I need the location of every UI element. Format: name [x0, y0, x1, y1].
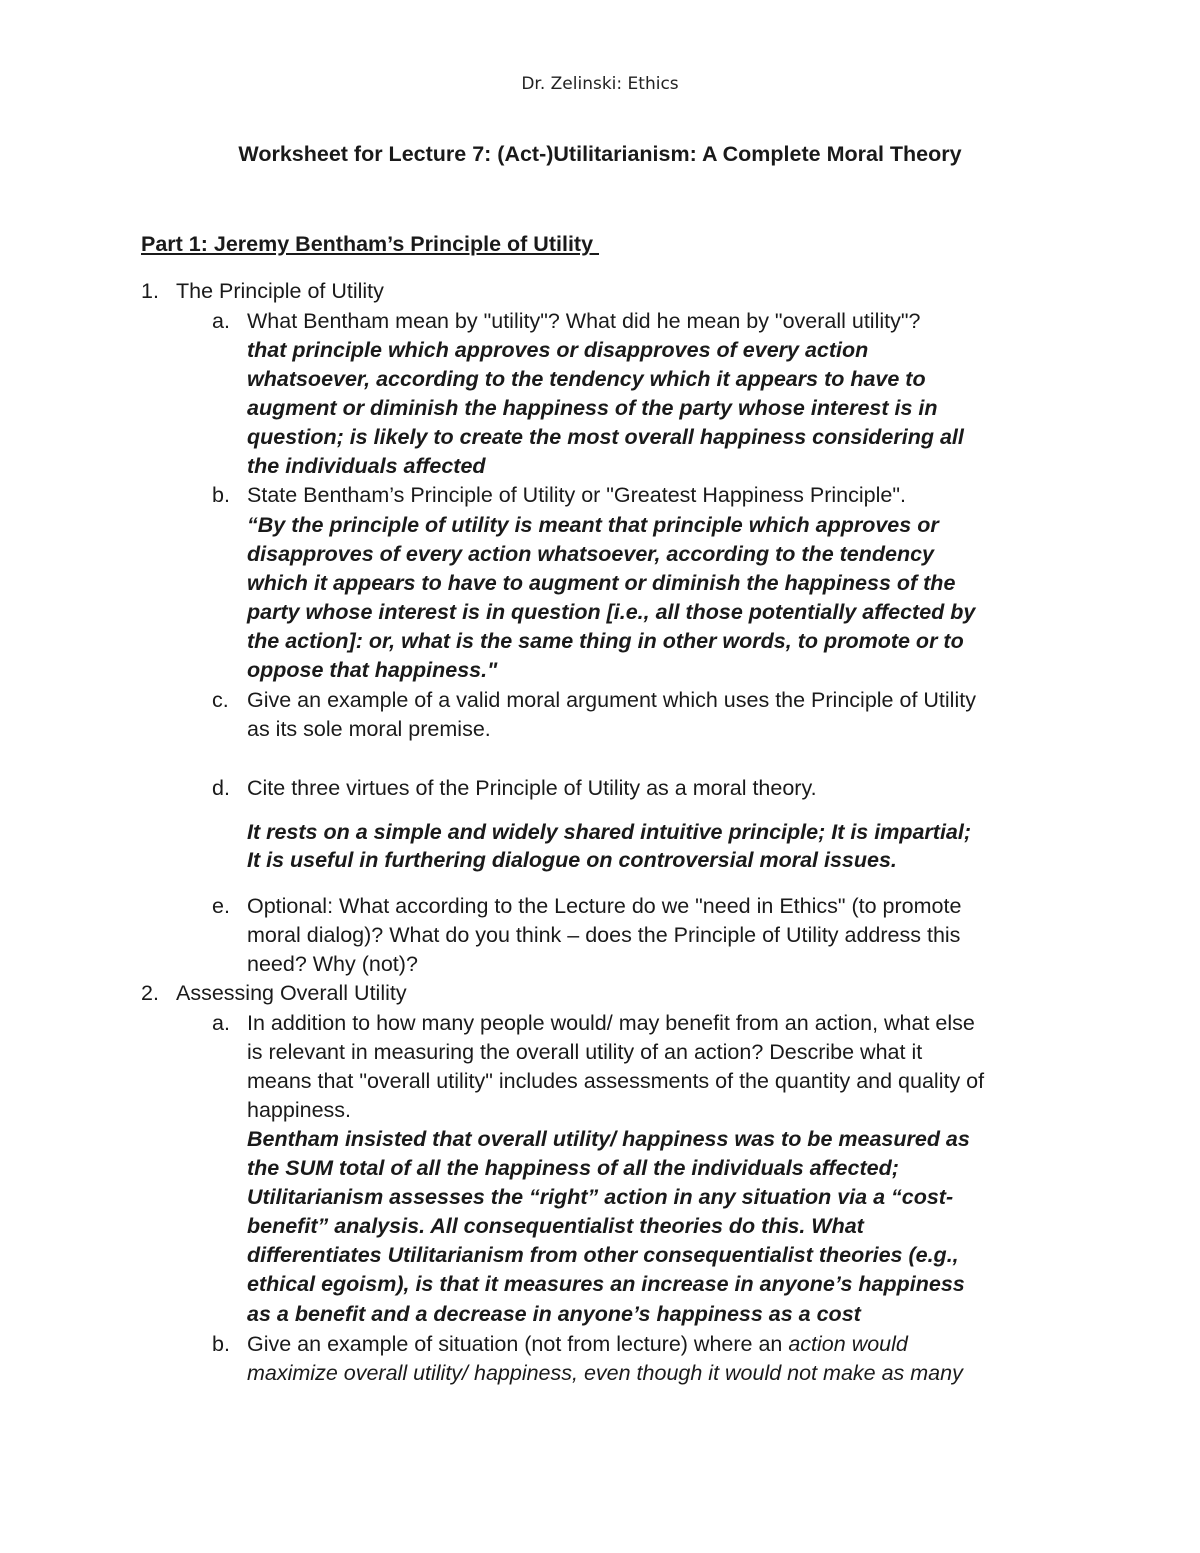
item1c-question-line: Give an example of a valid moral argument which uses the Principle of Utility: [247, 688, 976, 712]
item1e-question-line: Optional: What according to the Lecture do we "need in Ethics" (to promote: [247, 894, 962, 918]
item2-number: 2.: [141, 981, 159, 1005]
item2a-question-line: is relevant in measuring the overall utility of an action? Describe what it: [247, 1040, 923, 1064]
item1e-question-line: moral dialog)? What do you think – does the Principle of Utility address this: [247, 923, 961, 947]
item1-number: 1.: [141, 279, 159, 303]
item2a-answer-line: differentiates Utilitarianism from other consequentialist theories (e.g.,: [247, 1243, 959, 1267]
item2a-answer-line: ethical egoism), is that it measures an increase in anyone’s happiness: [247, 1272, 965, 1296]
item1a-answer-line: whatsoever, according to the tendency which it appears to have to: [247, 367, 926, 391]
item1a-answer-line: augment or diminish the happiness of the party whose interest is in: [247, 396, 938, 420]
item1b-answer-line: the action]: or, what is the same thing in other words, to promote or to: [247, 629, 964, 653]
item2a-question-line: In addition to how many people would/ may benefit from an action, what else: [247, 1011, 975, 1035]
item1b-label: b.: [212, 483, 230, 507]
item1d-label: d.: [212, 776, 230, 800]
page-header: Dr. Zelinski: Ethics: [521, 74, 679, 94]
item2a-answer-line: as a benefit and a decrease in anyone’s happiness as a cost: [247, 1302, 861, 1326]
item2a-answer-line: Bentham insisted that overall utility/ happiness was to be measured as: [247, 1127, 970, 1151]
item2-text: Assessing Overall Utility: [176, 981, 407, 1005]
item2a-answer-line: benefit” analysis. All consequentialist theories do this. What: [247, 1214, 864, 1238]
item2a-answer-line: Utilitarianism assesses the “right” action in any situation via a “cost-: [247, 1185, 954, 1209]
item2b-question-start: Give an example of situation (not from lecture) where an: [247, 1332, 789, 1356]
item2a-question-line: happiness.: [247, 1098, 351, 1122]
item1e-label: e.: [212, 894, 230, 918]
part1-heading: Part 1: Jeremy Bentham’s Principle of Utility: [141, 232, 600, 256]
document-title: Worksheet for Lecture 7: (Act-)Utilitarianism: A Complete Moral Theory: [238, 142, 962, 166]
item1b-answer-line: which it appears to have to augment or diminish the happiness of the: [247, 571, 956, 595]
item1d-answer-line: It rests on a simple and widely shared intuitive principle; It is impartial;: [247, 820, 972, 844]
item1b-question: State Bentham’s Principle of Utility or "Greatest Happiness Principle".: [247, 483, 906, 507]
item2b-question-line: maximize overall utility/ happiness, even though it would not make as many: [247, 1361, 963, 1385]
item1a-answer-line: that principle which approves or disapproves of every action: [247, 338, 869, 362]
item1a-answer-line: the individuals affected: [247, 454, 486, 478]
item1c-label: c.: [212, 688, 229, 712]
item1c-question-line: as its sole moral premise.: [247, 717, 491, 741]
item1b-answer-line: “By the principle of utility is meant that principle which approves or: [247, 513, 939, 537]
item2a-answer-line: the SUM total of all the happiness of all the individuals affected;: [247, 1156, 899, 1180]
item1b-answer-line: oppose that happiness.": [247, 658, 498, 682]
item2b-question-italic: action would: [788, 1332, 908, 1356]
item1d-answer-line: It is useful in furthering dialogue on controversial moral issues.: [247, 848, 897, 872]
item1a-label: a.: [212, 309, 230, 333]
item1e-question-line: need? Why (not)?: [247, 952, 418, 976]
item2a-question-line: means that "overall utility" includes assessments of the quantity and quality of: [247, 1069, 985, 1093]
item1b-answer-line: party whose interest is in question [i.e., all those potentially affected by: [247, 600, 976, 624]
item2a-label: a.: [212, 1011, 230, 1035]
item1d-question: Cite three virtues of the Principle of Utility as a moral theory.: [247, 776, 817, 800]
item1a-answer-line: question; is likely to create the most overall happiness considering all: [247, 425, 964, 449]
item1b-answer-line: disapproves of every action whatsoever, according to the tendency: [247, 542, 935, 566]
item2b-question-line: [247, 1330, 908, 1359]
item1-text: The Principle of Utility: [176, 279, 384, 303]
item1a-question: What Bentham mean by "utility"? What did he mean by "overall utility"?: [247, 309, 921, 333]
item2b-label: b.: [212, 1332, 230, 1356]
